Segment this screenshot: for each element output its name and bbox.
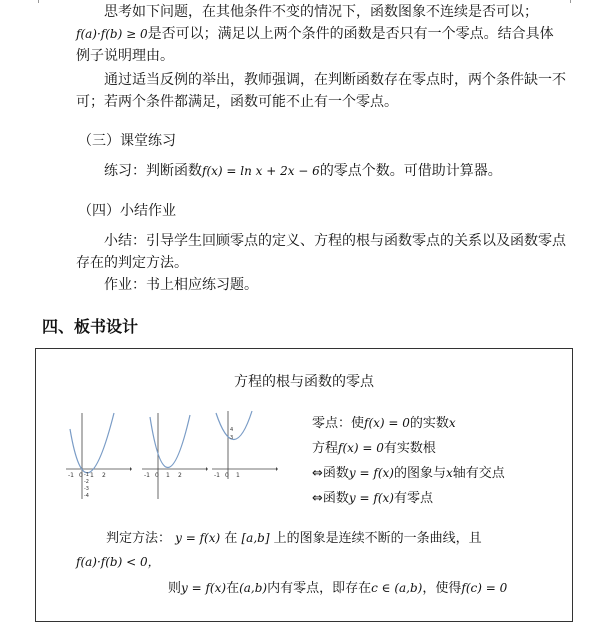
graph-3-tick: 1 bbox=[236, 472, 240, 479]
practice-heading: （三）课堂练习 bbox=[78, 133, 176, 149]
graph-1-tick: 0 bbox=[79, 472, 83, 479]
conclusion-line: 则y = f(x)在(a,b)内有零点，即存在c ∈ (a,b)，使得f(c) = 0 bbox=[168, 581, 508, 596]
iff-arrow-icon: ⇔ bbox=[312, 491, 323, 506]
iff-arrow-icon: ⇔ bbox=[312, 466, 323, 481]
practice-line: 练习：判断函数f(x) = ln x + 2x − 6的零点个数。可借助计算器。 bbox=[104, 163, 502, 179]
homework-summary-line-2: 存在的判定方法。 bbox=[76, 255, 188, 271]
board-facts bbox=[312, 411, 505, 511]
graph-1-curve bbox=[70, 413, 114, 473]
graph-2-curve bbox=[150, 415, 190, 468]
summary-para-line-1: 通过适当反例的举出，教师强调，在判断函数存在零点时，两个条件缺一不 bbox=[104, 72, 566, 88]
graph-1-tick: -2 bbox=[84, 479, 89, 485]
graph-2-tick: 2 bbox=[178, 472, 182, 479]
homework-assignment: 作业：书上相应练习题。 bbox=[104, 277, 258, 293]
graph-2-tick: -1 bbox=[144, 472, 150, 479]
graph-3 bbox=[212, 409, 278, 501]
graph-1-tick: 1 bbox=[90, 472, 94, 479]
judge-line-1: 判定方法： y = f(x) 在 [a,b] 上的图象是连续不断的一条曲线，且 bbox=[106, 531, 482, 546]
graph-1-tick: -4 bbox=[84, 493, 89, 499]
graph-3-tick: -1 bbox=[214, 472, 220, 479]
fact-2: 方程f(x) = 0有实数根 bbox=[312, 441, 436, 456]
graph-1-tick: 2 bbox=[102, 472, 106, 479]
fact-3: ⇔函数y = f(x)的图象与x轴有交点 bbox=[312, 466, 505, 481]
intro-line-1: 思考如下问题，在其他条件不变的情况下，函数图象不连续是否可以； bbox=[104, 4, 538, 20]
board-design-box bbox=[35, 348, 573, 622]
board-title: 方程的根与函数的零点 bbox=[234, 374, 374, 390]
intro-line-3: 例子说明理由。 bbox=[76, 48, 174, 64]
summary-para-line-2: 可；若两个条件都满足，函数可能不止有一个零点。 bbox=[76, 94, 398, 110]
graph-2-tick: 1 bbox=[166, 472, 170, 479]
graph-1-tick: -1 bbox=[84, 472, 89, 478]
graph-3-tick: 4 bbox=[230, 427, 234, 433]
graph-1 bbox=[66, 409, 132, 501]
graph-3-tick: 0 bbox=[225, 472, 229, 479]
graph-1-tick: -1 bbox=[68, 472, 74, 479]
board-section-title: 四、板书设计 bbox=[42, 317, 139, 336]
fact-1: 零点：使f(x) = 0的实数x bbox=[312, 416, 456, 431]
fact-4: ⇔函数y = f(x)有零点 bbox=[312, 491, 433, 506]
graph-3-tick: 3 bbox=[230, 435, 234, 441]
graph-2 bbox=[142, 409, 208, 501]
judge-line-2: f(a)·f(b) < 0， bbox=[76, 555, 160, 569]
homework-summary-line-1: 小结：引导学生回顾零点的定义、方程的根与函数零点的关系以及函数零点 bbox=[104, 233, 566, 249]
graph-1-tick: -3 bbox=[84, 486, 89, 492]
graph-2-tick: 0 bbox=[155, 472, 159, 479]
homework-heading: （四）小结作业 bbox=[78, 203, 176, 219]
graph-3-curve bbox=[216, 411, 252, 440]
intro-line-2: f(a)·f(b) ≥ 0是否可以；满足以上两个条件的函数是否只有一个零点。结合具体 bbox=[76, 26, 554, 42]
